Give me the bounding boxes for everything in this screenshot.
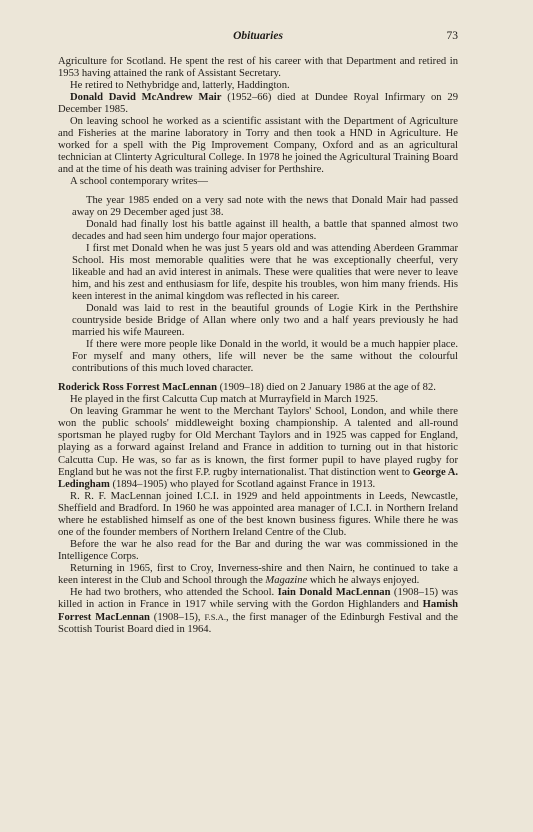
quote-paragraph: I first met Donald when he was just 5 years old and was attending Aberdeen Grammar School. His most memorable qualities were that he was exceptionally cheerful, very likeable and had an avid interest in animals. These were qualities that were never to leave him, and his zest and enthusiasm for life, despite his troubles, won him many friends. His keen interest in the animal kingdom was reflected in his career. <box>72 242 458 302</box>
paragraph: He had two brothers, who attended the School. Iain Donald MacLennan (1908–15) was killed in action in France in 1917 while serving with the Gordon Highlanders and Hamish Forrest MacLennan (1908–15), F.S.A., the first manager of the Edinburgh Festival and the Scottish Tourist Board died in 1964. <box>58 587 458 636</box>
quote-paragraph: The year 1985 ended on a very sad note with the news that Donald Mair had passed away on 29 December aged just 38. <box>72 194 458 218</box>
paragraph: On leaving Grammar he went to the Merchant Taylors' School, London, and while there won the public schools' middleweight boxing championship. A talented and all-round sportsman he played rugby for Old Merchant Taylors and in 1925 was capped for England, playing as a forward against Ireland and France in addition to turning out in that historic Calcutta Cup. He was, so far as is known, the first former pupil to have played rugby for England but he was not the first F.P. rugby internationalist. That distinction went to George A. Ledingham (1894–1905) who played for Scotland against France in 1913. <box>58 406 459 490</box>
obituary-heading-mair: Donald David McAndrew Mair (1952–66) died at Dundee Royal Infirmary on 29 December 1985. <box>58 92 459 116</box>
obituary-name: Donald David McAndrew Mair <box>70 92 222 104</box>
paragraph: A school contemporary writes— <box>70 176 208 188</box>
paragraph: R. R. F. MacLennan joined I.C.I. in 1929 and held appointments in Leeds, Newcastle, Sheffield and Bradford. In 1960 he was appointed area manager of I.C.I. in Northern Ireland where he established himself as one of the best known business figures. While there he was one of the founder members of Northern Ireland Centre of the Club. <box>58 490 458 538</box>
quote-paragraph: Donald had finally lost his battle against ill health, a battle that spanned almost two decades and had seen him undergo four major operations. <box>72 218 458 242</box>
paragraph: He played in the first Calcutta Cup match at Murrayfield in March 1925. <box>70 394 379 406</box>
running-header <box>58 30 458 46</box>
fsa-abbreviation: F.S.A. <box>204 612 226 623</box>
quote-paragraph: If there were more people like Donald in the world, it would be a much happier place. For myself and many others, life will never be the same without the colourful contributions of this much loved character. <box>72 339 458 375</box>
paragraph: On leaving school he worked as a scientific assistant with the Department of Agriculture and Fisheries at the marine laboratory in Torry and then took a HND in Agriculture. He worked for a spell with the Pig Improvement Company, Oxford and as an agricultural technician at Clinterty Agricultural College. In 1978 he joined the Agricultural Training Board and at the time of his death was training adviser for Perthshire. <box>58 116 458 176</box>
person-name: Hamish Forrest MacLennan <box>58 599 458 624</box>
obituary-name: Roderick Ross Forrest MacLennan <box>58 382 217 394</box>
person-name: George A. Ledingham <box>58 466 459 490</box>
quote-paragraph: Donald was laid to rest in the beautiful grounds of Logie Kirk in the Perthshire countryside beside Bridge of Allan where only two and a half years previously he had married his wife Maureen. <box>72 302 458 339</box>
paragraph: He retired to Nethybridge and, latterly, Haddington. <box>70 80 290 92</box>
magazine-title: Magazine <box>265 574 308 586</box>
running-title: Obituaries <box>233 30 283 42</box>
tribute-quote <box>72 195 458 376</box>
person-name: Iain Donald MacLennan <box>277 587 391 599</box>
paragraph: Before the war he also read for the Bar and during the war was commissioned in the Intelligence Corps. <box>58 538 458 562</box>
paragraph: Agriculture for Scotland. He spent the rest of his career with that Department and retired in 1953 having attained the rank of Assistant Secretary. <box>58 56 458 80</box>
page-body <box>58 56 458 636</box>
page-number: 73 <box>446 30 458 42</box>
obituary-heading-maclennan: Roderick Ross Forrest MacLennan (1909–18) died on 2 January 1986 at the age of 82. <box>58 382 436 394</box>
paragraph: Returning in 1965, first to Croy, Inverness-shire and then Nairn, he continued to take a keen interest in the Club and School through the Magazine which he always enjoyed. <box>58 562 458 586</box>
